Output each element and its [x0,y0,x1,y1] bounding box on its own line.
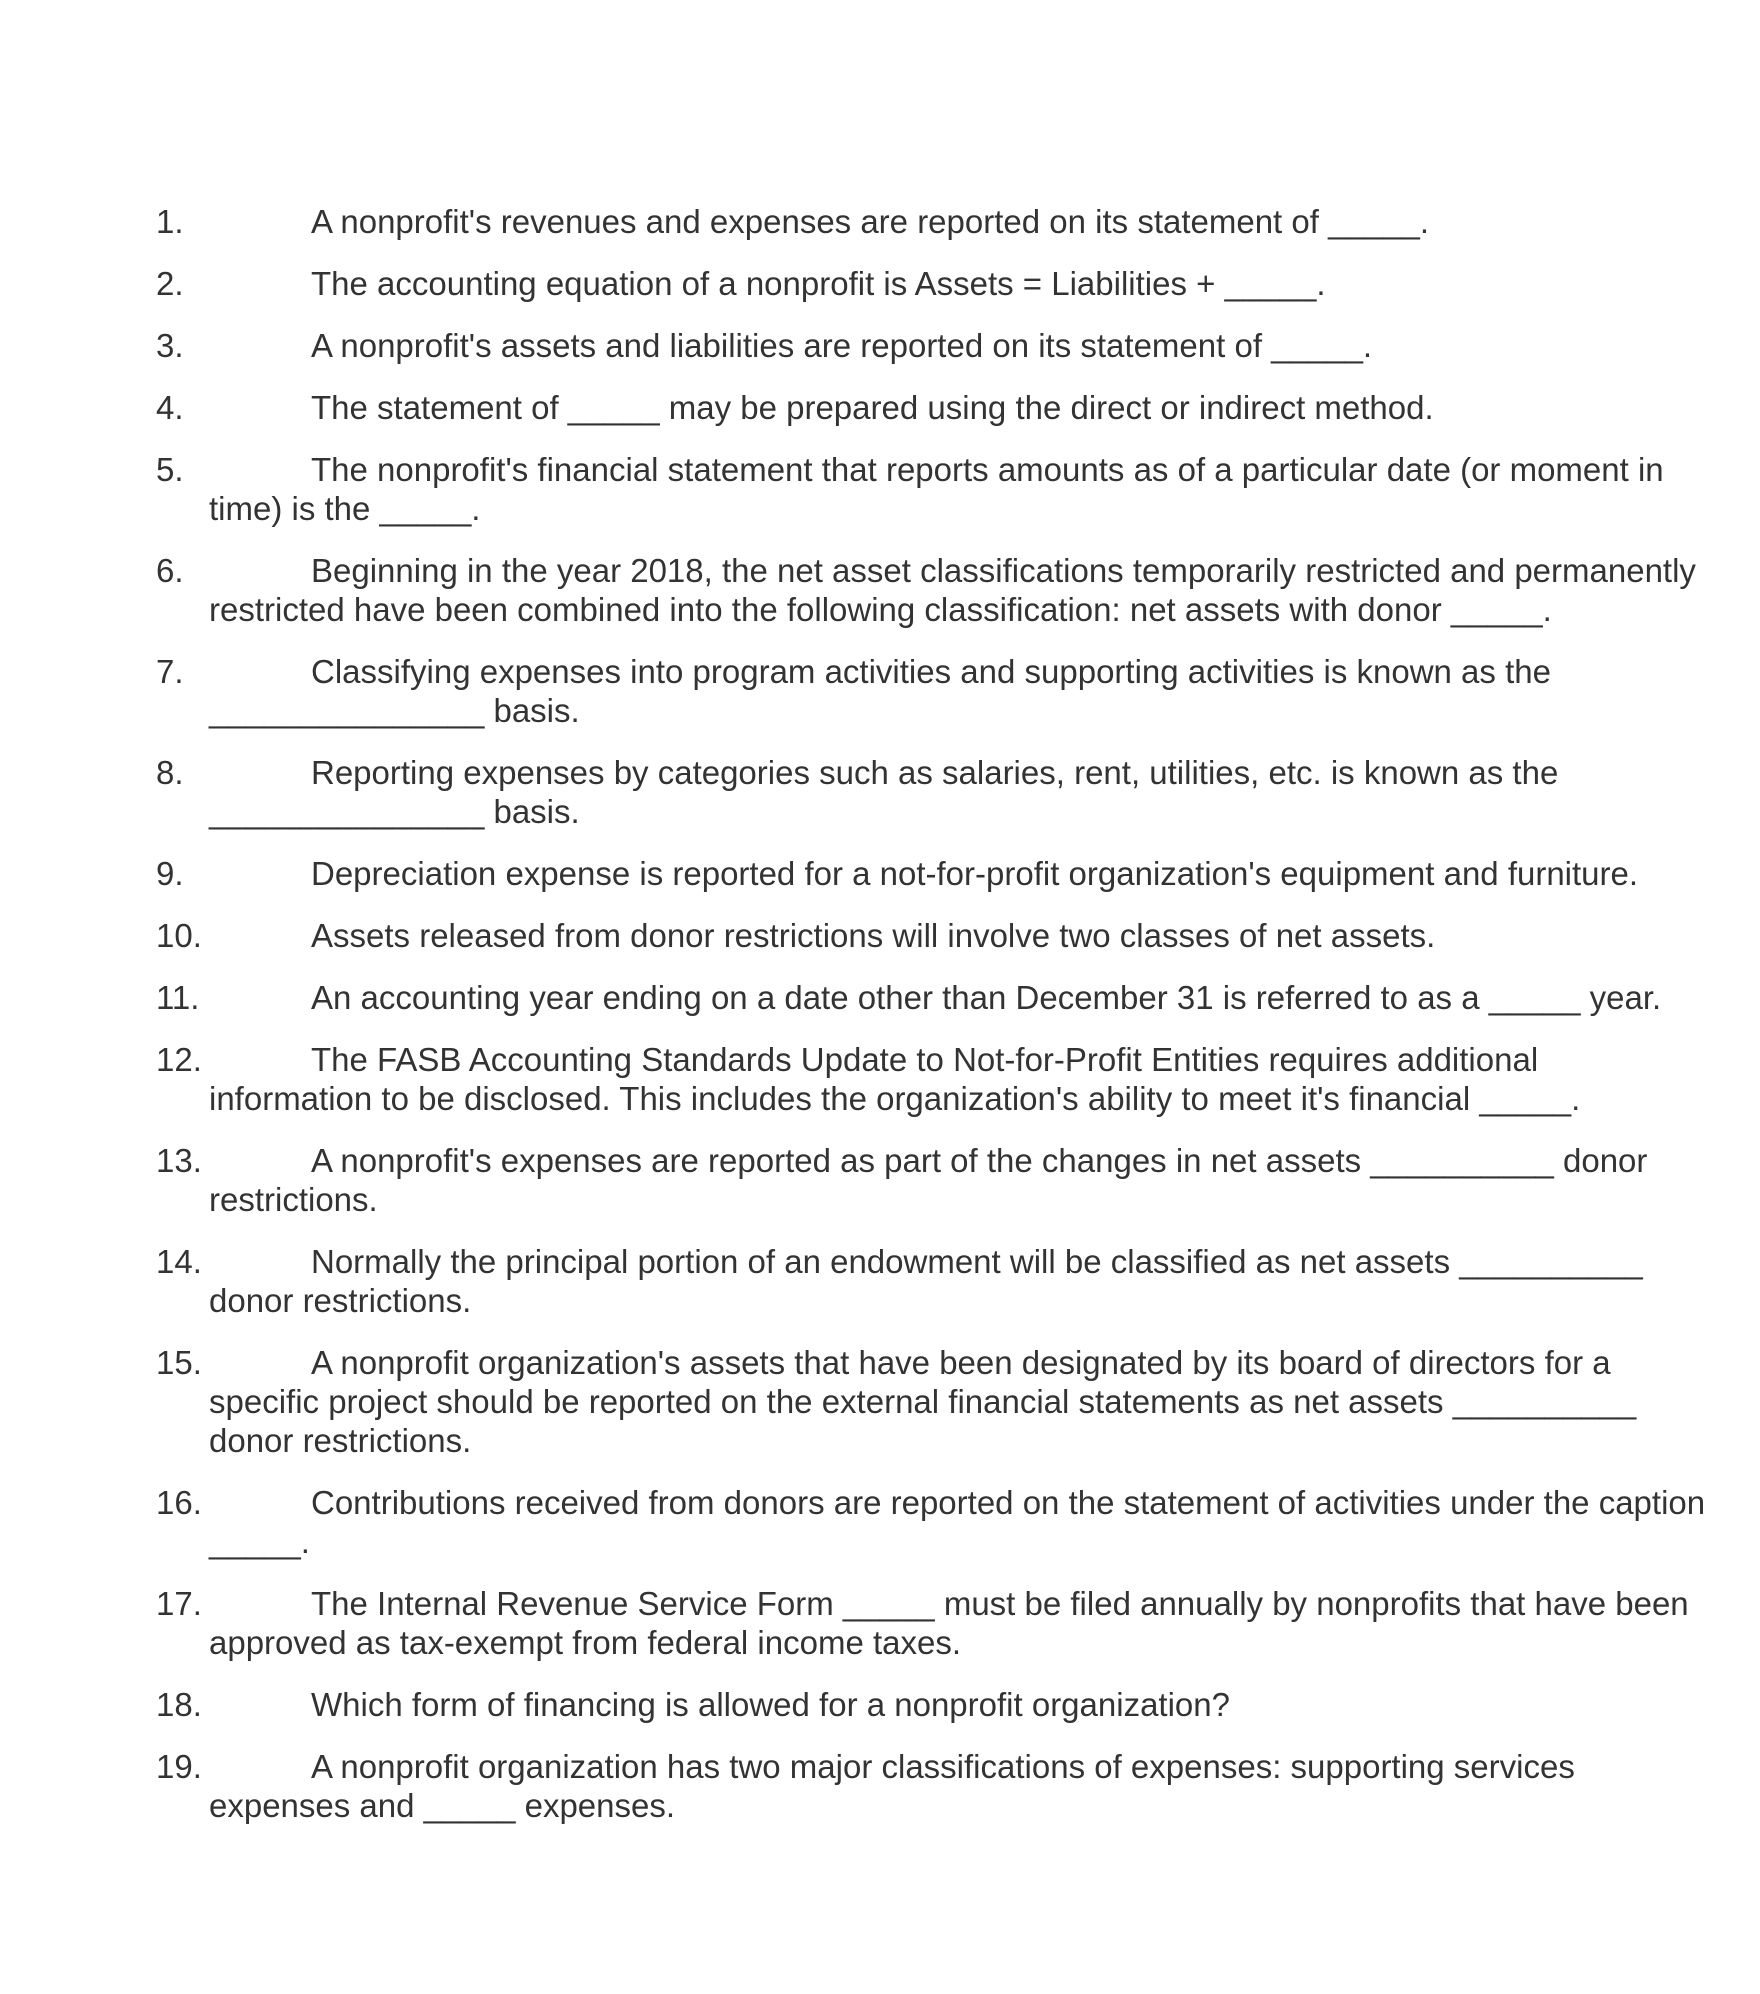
question-text: Which form of financing is allowed for a nonprofit organization? [311,1686,1230,1723]
question-number: 17. [156,1585,202,1622]
question-text: Assets released from donor restrictions will involve two classes of net assets. [311,917,1436,954]
question-number: 19. [156,1748,202,1785]
question-number: 8. [156,754,184,791]
question-item [156,1343,1637,1460]
question-item [156,652,1556,730]
question-number: 14. [156,1243,202,1280]
question-number: 3. [156,327,184,364]
question-item [156,1685,1556,1724]
question-number: 4. [156,389,184,426]
question-text: Beginning in the year 2018, the net asset classifications temporarily restricted and permanently restricted have been combined into the following classification: net assets with donor _____. [209,552,1696,628]
question-number: 12. [156,1041,202,1078]
question-item [156,753,1559,831]
question-text: An accounting year ending on a date other than December 31 is referred to as a _____ year. [311,979,1662,1016]
question-number: 13. [156,1142,202,1179]
question-item [156,1483,1706,1561]
question-number: 16. [156,1484,202,1521]
question-number: 15. [156,1344,202,1381]
question-item [156,1040,1581,1118]
question-item [156,1747,1575,1825]
question-number: 5. [156,451,184,488]
question-text: A nonprofit's revenues and expenses are reported on its statement of _____. [311,203,1430,240]
question-number: 6. [156,552,184,589]
question-item [156,264,1556,303]
question-item [156,551,1696,629]
question-text: Reporting expenses by categories such as salaries, rent, utilities, etc. is known as the _______________ basis. [209,754,1559,830]
question-number: 18. [156,1686,202,1723]
question-number: 2. [156,265,184,302]
question-number: 1. [156,203,184,240]
question-text: The statement of _____ may be prepared using the direct or indirect method. [311,389,1434,426]
question-item [156,326,1556,365]
question-item [156,1584,1689,1662]
question-item [156,916,1556,955]
question-text: The FASB Accounting Standards Update to Not-for-Profit Entities requires additional information to be disclosed. This includes the organization's ability to meet it's financial _____. [209,1041,1581,1117]
question-list [156,202,1706,1848]
question-text: The accounting equation of a nonprofit is Assets = Liabilities + _____. [311,265,1326,302]
question-item [156,388,1556,427]
question-text: Classifying expenses into program activities and supporting activities is known as the _______________ basis. [209,653,1551,729]
question-item [156,202,1556,241]
question-text: The nonprofit's financial statement that reports amounts as of a particular date (or moment in time) is the _____. [209,451,1664,527]
question-text: A nonprofit organization has two major classifications of expenses: supporting services expenses and _____ expenses. [209,1748,1575,1824]
question-text: Contributions received from donors are reported on the statement of activities under the caption _____. [209,1484,1706,1560]
question-item [156,854,1639,893]
question-text: A nonprofit organization's assets that have been designated by its board of directors for a specific project should be reported on the external financial statements as net assets __________ donor restrictions. [209,1344,1637,1459]
question-text: A nonprofit's assets and liabilities are reported on its statement of _____. [311,327,1373,364]
question-item [156,1242,1643,1320]
question-item [156,978,1662,1017]
question-item [156,1141,1648,1219]
question-number: 7. [156,653,184,690]
question-text: A nonprofit's expenses are reported as part of the changes in net assets __________ donor restrictions. [209,1142,1648,1218]
question-number: 9. [156,855,184,892]
question-number: 10. [156,917,202,954]
question-number: 11. [156,979,200,1016]
question-item [156,450,1664,528]
question-text: Depreciation expense is reported for a not-for-profit organization's equipment and furniture. [311,855,1639,892]
question-text: The Internal Revenue Service Form _____ must be filed annually by nonprofits that have been approved as tax-exempt from federal income taxes. [209,1585,1689,1661]
question-text: Normally the principal portion of an endowment will be classified as net assets __________ donor restrictions. [209,1243,1643,1319]
